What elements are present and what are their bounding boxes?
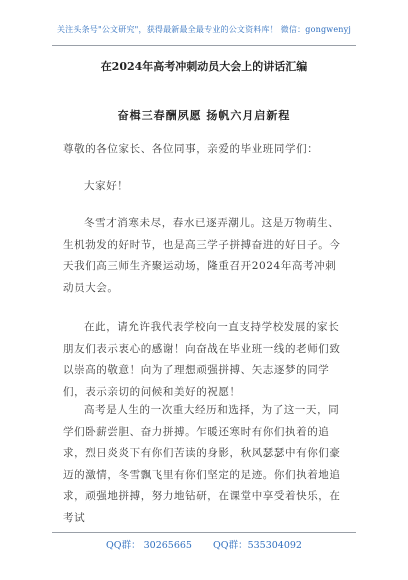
body-paragraph: 高考是人生的一次重大经历和选择，为了这一天，同学们卧薪尝胆、奋力拼搏。乍暖还寒时有你们执着的追求，烈日炎炎下有你们苦读的身影，秋风瑟瑟中有你们豪迈的激情，冬雪飘飞里有你们坚定的足迹。你们执着地追求，顽强地拼搏，努力地钻研，在课堂中享受着快乐，在考试 bbox=[63, 404, 341, 524]
header-divider bbox=[52, 45, 356, 46]
body-paragraph: 在此，请允许我代表学校向一直支持学校发展的家长朋友们表示衷心的感谢！向奋战在毕业班一线的老师们致以崇高的敬意！向为了理想顽强拼搏、矢志逐梦的同学们，表示亲切的问候和美好的祝愿！ bbox=[63, 321, 341, 398]
qq-group-1: QQ群： 30265665 bbox=[106, 540, 192, 551]
qq-group-2: QQ群：535304092 bbox=[213, 540, 302, 551]
footer-divider bbox=[52, 532, 356, 533]
salutation-paragraph: 尊敬的各位家长、各位同事，亲爱的毕业班同学们： bbox=[63, 143, 319, 155]
header-banner: 关注头条号"公文研究"，获得最新最全最专业的公文资料库！ 微信：gongwenyj bbox=[56, 25, 352, 34]
body-paragraph: 冬雪才消寒未尽，春水已逐弄潮儿。这是万物萌生、生机勃发的好时节，也是高三学子拼搏奋进的好日子。今天我们高三师生齐聚运动场，隆重召开2024年高考冲刺动员大会。 bbox=[63, 217, 341, 294]
document-subtitle: 奋楫三春酬夙愿 扬帆六月启新程 bbox=[117, 109, 291, 122]
greeting-paragraph: 大家好！ bbox=[84, 180, 129, 192]
document-title: 在2024年高考冲刺动员大会上的讲话汇编 bbox=[100, 60, 308, 73]
footer-contacts bbox=[0, 537, 408, 551]
